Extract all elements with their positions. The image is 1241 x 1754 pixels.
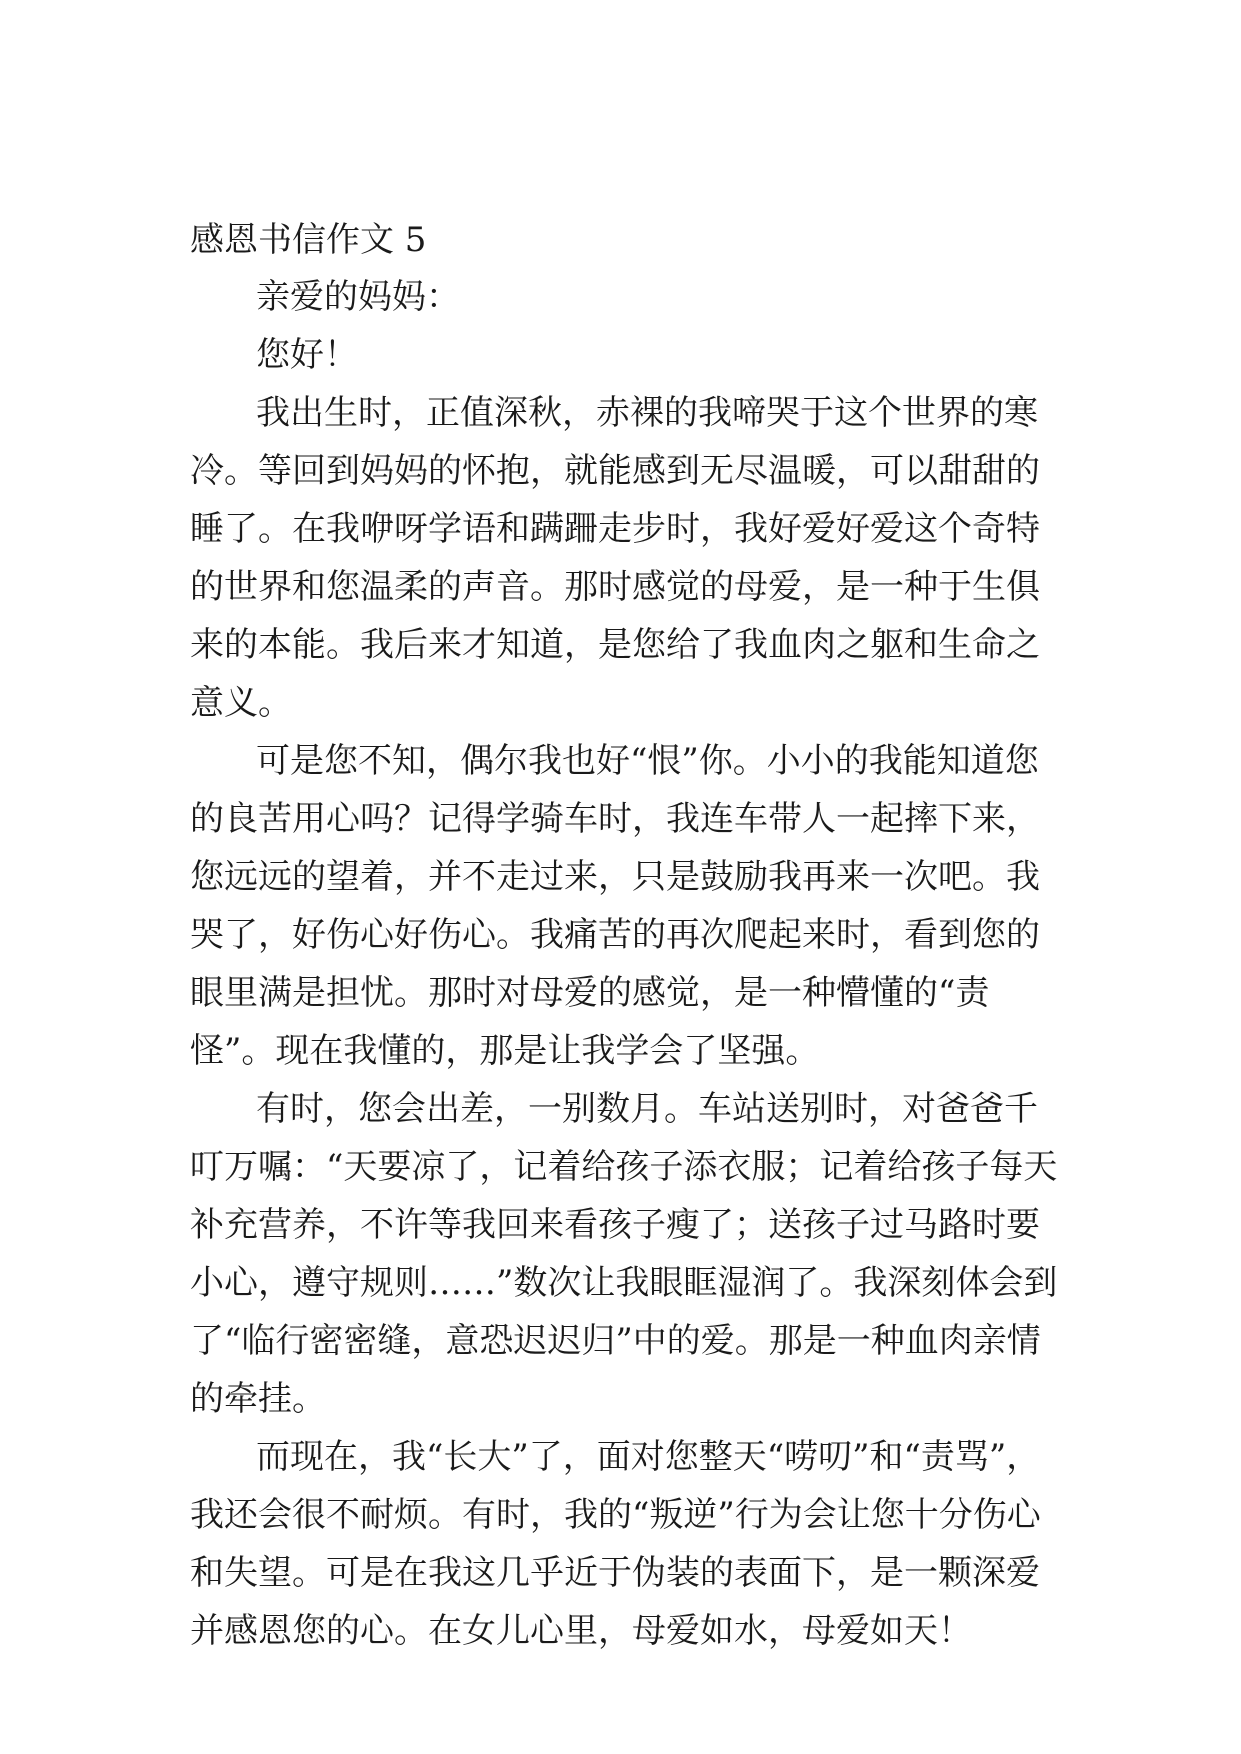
paragraph-4: 而现在，我“长大”了，面对您整天“唠叨”和“责骂”，我还会很不耐烦。有时，我的“叛逆”行为会让您十分伤心和失望。可是在我这几乎近于伪装的表面下，是一颗深爱并感恩您的心。在女儿心里，母爱如水，母爱如天！	[190, 1437, 1041, 1651]
salutation: 亲爱的妈妈：	[256, 277, 460, 317]
greeting: 您好！	[256, 335, 358, 375]
paragraph-3: 有时，您会出差，一别数月。车站送别时，对爸爸千叮万嘱：“天要凉了，记着给孩子添衣服；记着给孩子每天补充营养，不许等我回来看孩子瘦了；送孩子过马路时要小心，遵守规则……”数次让我眼眶湿润了。我深刻体会到了“临行密密缝，意恐迟迟归”中的爱。那是一种血肉亲情的牵挂。	[190, 1089, 1058, 1419]
paragraph-2: 可是您不知，偶尔我也好“恨”你。小小的我能知道您的良苦用心吗？记得学骑车时，我连车带人一起摔下来，您远远的望着，并不走过来，只是鼓励我再来一次吧。我哭了，好伤心好伤心。我痛苦的再次爬起来时，看到您的眼里满是担忧。那时对母爱的感觉，是一种懵懂的“责怪”。现在我懂的，那是让我学会了坚强。	[190, 741, 1040, 1071]
paragraph-1: 我出生时，正值深秋，赤裸的我啼哭于这个世界的寒冷。等回到妈妈的怀抱，就能感到无尽温暖，可以甜甜的睡了。在我咿呀学语和蹒跚走步时，我好爱好爱这个奇特的世界和您温柔的声音。那时感觉的母爱，是一种于生俱来的本能。我后来才知道，是您给了我血肉之躯和生命之意义。	[190, 393, 1040, 723]
document-title: 感恩书信作文 5	[190, 220, 427, 260]
letter-body	[190, 212, 1070, 1660]
